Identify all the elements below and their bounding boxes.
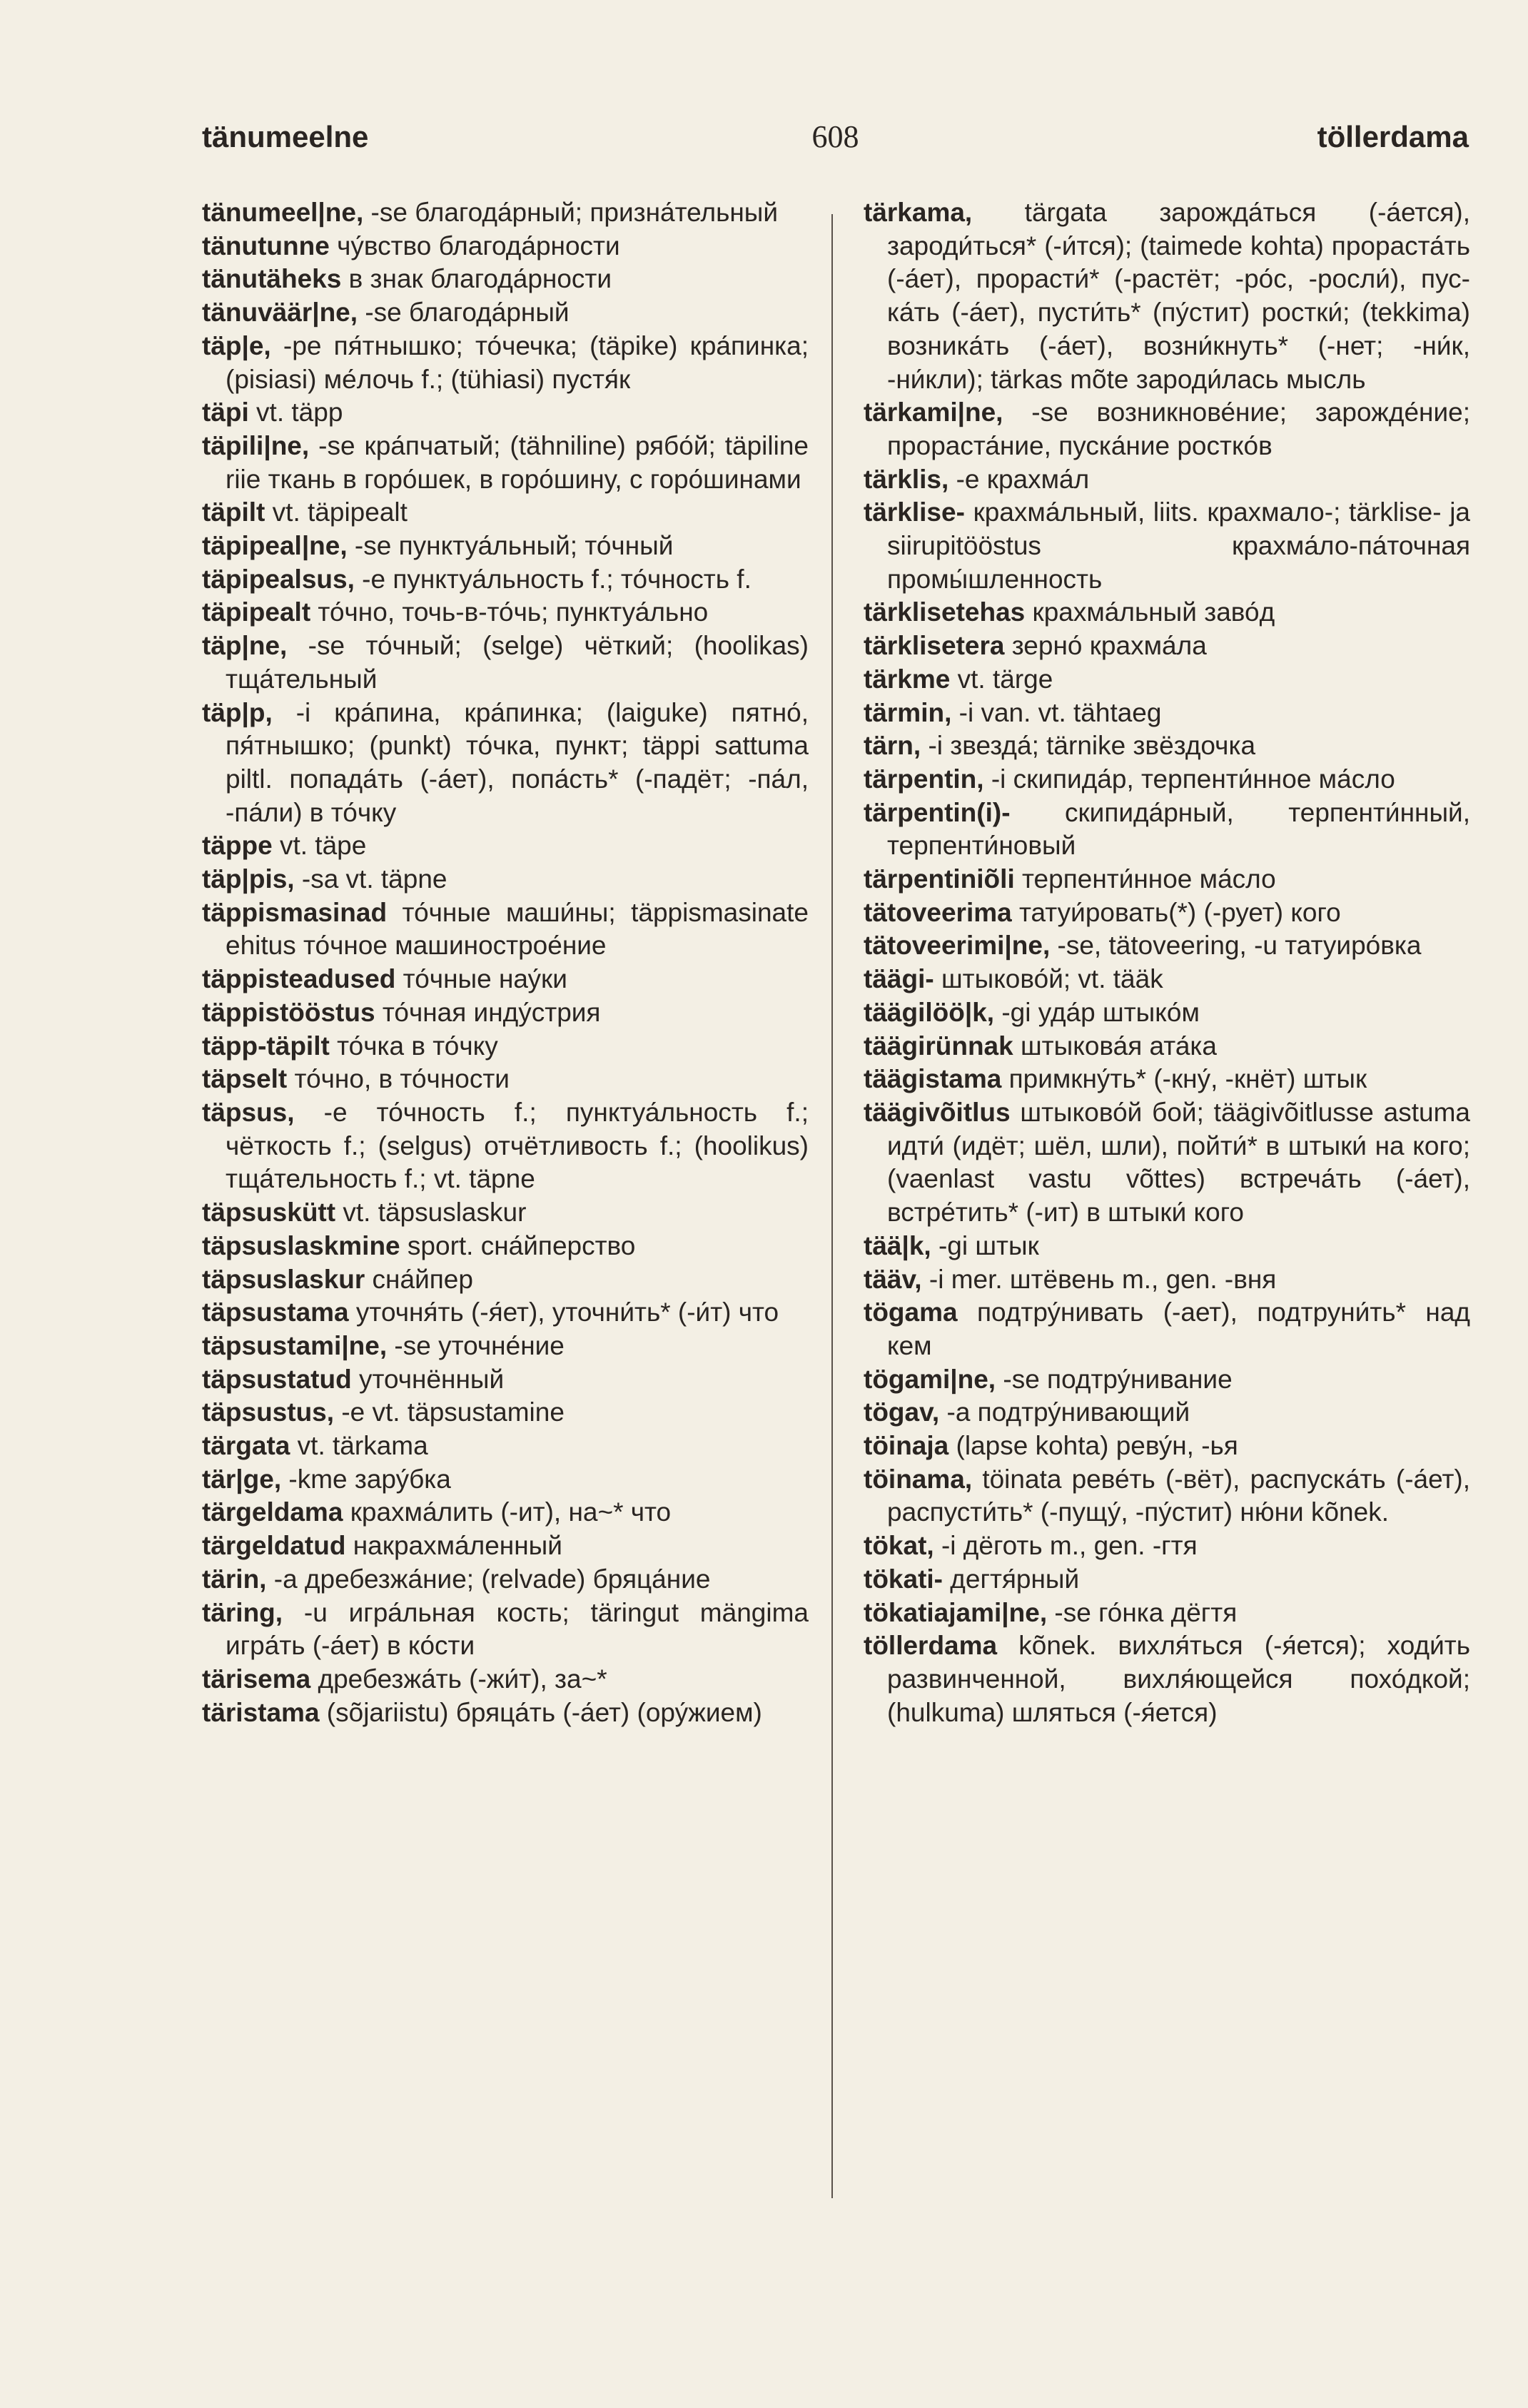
entry-headword: tärklisetera: [864, 631, 1005, 661]
entry-headword: täppisteadused: [202, 964, 396, 994]
dictionary-entry: [864, 463, 1470, 497]
dictionary-entry: [202, 196, 809, 230]
entry-headword: täpsus,: [202, 1097, 295, 1127]
entry-headword: täpsustami|ne,: [202, 1330, 388, 1360]
entry-headword: tänutunne: [202, 231, 330, 260]
dictionary-entry: [864, 1396, 1470, 1430]
dictionary-entry: [202, 1230, 809, 1263]
entry-definition: то́чная инду́стрия: [375, 997, 601, 1027]
entry-definition: уточня́ть (-я́ет), уточни́ть* (-и́т) что: [348, 1297, 779, 1327]
dictionary-entry: [202, 296, 809, 330]
dictionary-entry: [202, 1529, 809, 1563]
entry-headword: tär|ge,: [202, 1464, 282, 1494]
entry-headword: tärkme: [864, 664, 951, 694]
dictionary-entry: [202, 563, 809, 597]
entry-headword: tärkami|ne,: [864, 398, 1003, 428]
dictionary-entry: [864, 629, 1470, 663]
dictionary-entry: [202, 1196, 809, 1230]
dictionary-entry: [864, 1629, 1470, 1729]
dictionary-entry: [864, 697, 1470, 730]
dictionary-entry: [864, 896, 1470, 930]
entry-definition: дребезжа́ть (-жи́т), за~*: [310, 1664, 607, 1694]
entry-definition: vt. tärge: [950, 664, 1053, 694]
page-number: 608: [811, 119, 859, 154]
dictionary-entry: [202, 963, 809, 996]
entry-headword: tökati-: [864, 1564, 943, 1594]
entry-definition: -i дёготь m., gen. -гтя: [934, 1531, 1198, 1561]
dictionary-entry: [864, 663, 1470, 697]
entry-definition: -e то́чность f.; пунктуа́льность f.; чёткость f.; (selgus) отчётливость f.; (hoolikus) тща́тельность f.; vt. täpne: [226, 1097, 809, 1194]
dictionary-entry: [864, 1296, 1470, 1362]
entry-headword: täpsuslaskmine: [202, 1230, 400, 1260]
dictionary-column-right: [864, 196, 1470, 1729]
entry-headword: tänutäheks: [202, 264, 342, 294]
entry-headword: täpsuslaskur: [202, 1264, 365, 1294]
entry-definition: татуи́ровать(*) (-рует) кого: [1011, 897, 1341, 927]
dictionary-entry: [202, 1663, 809, 1696]
dictionary-entry: [202, 430, 809, 496]
entry-headword: tätoveerimi|ne,: [864, 931, 1051, 961]
entry-definition: терпенти́нное ма́сло: [1014, 864, 1276, 894]
dictionary-entry: [864, 729, 1470, 763]
entry-headword: täp|ne,: [202, 631, 288, 661]
entry-definition: накрахма́ленный: [345, 1531, 562, 1561]
column-divider: [831, 214, 833, 2198]
entry-headword: tärgeldama: [202, 1497, 343, 1527]
entry-definition: то́чные маши́ны; täppismasinate ehitus то́чное машинострое́ние: [226, 897, 809, 961]
entry-headword: täpilt: [202, 497, 265, 527]
entry-definition: скипида́рный, терпенти́нный, терпенти́новый: [887, 797, 1470, 861]
dictionary-entry: [202, 263, 809, 296]
entry-definition: крахма́льный заво́д: [1025, 597, 1275, 627]
entry-definition: уточнённый: [351, 1364, 505, 1394]
entry-definition: -se пунктуа́льный; то́чный: [347, 531, 674, 561]
entry-headword: tärpentin,: [864, 764, 984, 794]
entry-definition: крахма́лить (-ит), на~* что: [343, 1497, 672, 1527]
entry-definition: зерно́ крахма́ла: [1004, 631, 1207, 661]
entry-definition: -kme зару́бка: [281, 1464, 451, 1494]
dictionary-entry: [202, 697, 809, 830]
entry-definition: -se кра́пчатый; (tähniline) рябо́й; täpiline riie ткань в горо́шек, в горо́шину, с горо́шинами: [226, 430, 809, 494]
dictionary-entry: [864, 1230, 1470, 1263]
entry-headword: töinaja: [864, 1431, 949, 1461]
dictionary-entry: [864, 763, 1470, 796]
entry-headword: tögav,: [864, 1397, 940, 1427]
entry-definition: -se подтру́нивание: [996, 1364, 1233, 1394]
entry-definition: крахма́льный, liits. крахмало-; tärklise- ja siirupitööstus крахма́ло-па́точная промы́шленность: [887, 497, 1470, 594]
entry-definition: töinata реве́ть (-вёт), распуска́ть (-а́ет), распусти́ть* (-пущу́, -пу́стит) ню́ни kõnek.: [887, 1464, 1470, 1527]
entry-definition: -se благода́рный; призна́тельный: [363, 198, 779, 227]
entry-headword: täpsustus,: [202, 1397, 335, 1427]
dictionary-entry: [202, 496, 809, 530]
entry-headword: täpipealt: [202, 597, 311, 627]
entry-definition: (lapse kohta) реву́н, -ья: [948, 1431, 1238, 1461]
entry-headword: täpipeal|ne,: [202, 531, 348, 561]
entry-headword: tärkama,: [864, 198, 973, 227]
dictionary-entry: [202, 1430, 809, 1463]
entry-definition: в знак благода́рности: [341, 264, 612, 294]
dictionary-entry: [202, 1563, 809, 1597]
entry-headword: tärisema: [202, 1664, 311, 1694]
entry-definition: -se, tätoveering, -u татуиро́вка: [1050, 931, 1422, 961]
entry-definition: подтру́нивать (-ает), подтруни́ть* над кем: [887, 1297, 1470, 1360]
entry-headword: täpsustama: [202, 1297, 349, 1327]
entry-definition: sport. сна́йперство: [400, 1230, 636, 1260]
entry-definition: -se то́чный; (selge) чёткий; (hoolikas) тща́тельный: [226, 631, 809, 694]
entry-headword: tökatiajami|ne,: [864, 1597, 1048, 1627]
dictionary-entry: [202, 896, 809, 963]
entry-headword: tärn,: [864, 731, 921, 761]
entry-definition: штыково́й; vt. tääk: [934, 964, 1163, 994]
entry-headword: täägilöö|k,: [864, 997, 995, 1027]
dictionary-entry: [202, 1597, 809, 1663]
entry-definition: дегтя́рный: [943, 1564, 1080, 1594]
entry-definition: то́чно, точь-в-то́чь; пунктуа́льно: [310, 597, 709, 627]
entry-headword: täpipealsus,: [202, 564, 355, 594]
entry-headword: täristama: [202, 1697, 320, 1727]
dictionary-entry: [864, 996, 1470, 1030]
dictionary-entry: [202, 629, 809, 696]
entry-headword: täpsuskütt: [202, 1198, 336, 1228]
entry-definition: vt. täpsuslaskur: [335, 1198, 527, 1228]
entry-headword: töinama,: [864, 1464, 973, 1494]
entry-headword: tänuväär|ne,: [202, 298, 358, 328]
entry-definition: -se благода́рный: [358, 298, 570, 328]
entry-definition: то́чно, в то́чности: [287, 1064, 510, 1094]
entry-definition: сна́йпер: [365, 1264, 473, 1294]
dictionary-entry: [864, 1529, 1470, 1563]
dictionary-entry: [864, 1096, 1470, 1230]
entry-headword: tää|k,: [864, 1230, 931, 1260]
dictionary-entry: [202, 230, 809, 263]
entry-headword: täp|pis,: [202, 864, 295, 894]
entry-headword: täppistööstus: [202, 997, 375, 1027]
entry-headword: tärklise-: [864, 497, 965, 527]
entry-headword: tökat,: [864, 1531, 934, 1561]
entry-definition: -e крахма́л: [948, 464, 1090, 494]
page-header: [202, 116, 1469, 158]
dictionary-entry: [864, 863, 1470, 896]
entry-headword: täppe: [202, 831, 273, 861]
entry-headword: täägistama: [864, 1064, 1002, 1094]
dictionary-entry: [202, 1496, 809, 1529]
dictionary-entry: [202, 1696, 809, 1730]
entry-headword: tärin,: [202, 1564, 267, 1594]
entry-definition: примкну́ть* (-кну́, -кнёт) штык: [1001, 1064, 1367, 1094]
entry-headword: tärpentiniõli: [864, 864, 1015, 894]
entry-definition: tärgata зарожда́ться (-а́ется), зароди́ться* (-и́тся); (taimede kohta) прораста́ть (-а́ет), прорасти́* (-растёт; -ро́с, -росли́), пуска́ть (-а́ет), пусти́ть* (пу́стит) ростки́; (tekkima) возника́ть (-а́ет), возни́кнуть* (-нет; -ни́к, -ни́кли); tärkas mõte зароди́лась мысль: [887, 198, 1470, 394]
entry-headword: tärgeldatud: [202, 1531, 346, 1561]
dictionary-entry: [202, 863, 809, 896]
entry-definition: -e vt. täpsustamine: [334, 1397, 565, 1427]
entry-headword: täppismasinad: [202, 897, 388, 927]
entry-definition: -se уточне́ние: [387, 1330, 565, 1360]
entry-headword: tärgata: [202, 1431, 290, 1461]
entry-definition: -se го́нка дёгтя: [1047, 1597, 1238, 1627]
dictionary-entry: [202, 596, 809, 629]
entry-definition: -i van. vt. tähtaeg: [951, 697, 1162, 727]
dictionary-entry: [864, 1430, 1470, 1463]
entry-headword: täpili|ne,: [202, 430, 310, 460]
entry-headword: täpp-täpilt: [202, 1031, 330, 1061]
entry-definition: -sa vt. täpne: [294, 864, 447, 894]
entry-definition: -gi уда́р штыко́м: [994, 997, 1200, 1027]
entry-headword: täp|p,: [202, 697, 273, 727]
dictionary-entry: [864, 596, 1470, 629]
entry-definition: vt. tärkama: [290, 1431, 428, 1461]
entry-headword: tögama: [864, 1297, 958, 1327]
entry-headword: tärklisetehas: [864, 597, 1026, 627]
dictionary-entry: [864, 963, 1470, 996]
entry-headword: täägi-: [864, 964, 934, 994]
dictionary-entry: [202, 1030, 809, 1063]
dictionary-entry: [864, 1463, 1470, 1529]
entry-headword: täägirünnak: [864, 1031, 1013, 1061]
dictionary-entry: [864, 929, 1470, 963]
dictionary-entry: [202, 1396, 809, 1430]
entry-definition: то́чные нау́ки: [395, 964, 567, 994]
entry-definition: kõnek. вихля́ться (-я́ется); ходи́ть развинченной, вихля́ющейся похо́дкой; (hulkuma) шляться (-я́ется): [887, 1631, 1470, 1727]
entry-headword: tärmin,: [864, 697, 952, 727]
entry-definition: -pe пя́тнышко; то́чечка; (täpike) кра́пинка; (pisiasi) ме́лочь f.; (tühiasi) пустя́к: [226, 330, 809, 394]
dictionary-entry: [202, 1263, 809, 1297]
entry-definition: чу́вство благода́рности: [329, 231, 620, 260]
entry-definition: штыкова́я ата́ка: [1013, 1031, 1217, 1061]
dictionary-entry: [864, 1363, 1470, 1397]
dictionary-entry: [864, 796, 1470, 863]
entry-headword: tätoveerima: [864, 897, 1012, 927]
guide-word-left: tänumeelne: [202, 120, 369, 153]
dictionary-entry: [202, 1330, 809, 1363]
entry-definition: -i mer. штёвень m., gen. -вня: [921, 1264, 1277, 1294]
entry-headword: täpi: [202, 398, 249, 428]
dictionary-entry: [864, 1563, 1470, 1597]
dictionary-entry: [864, 396, 1470, 462]
dictionary-entry: [864, 496, 1470, 596]
entry-definition: -i кра́пина, кра́пинка; (laiguke) пятно́, пя́тнышко; (punkt) то́чка, пункт; täppi sattuma piltl. попада́ть (-а́ет), попа́сть* (-падёт; -па́л, -па́ли) в то́чку: [226, 697, 809, 827]
dictionary-entry: [202, 330, 809, 396]
entry-headword: tärpentin(i)-: [864, 797, 1011, 827]
dictionary-entry: [202, 1463, 809, 1497]
entry-definition: то́чка в то́чку: [329, 1031, 498, 1061]
entry-headword: täägivõitlus: [864, 1097, 1011, 1127]
entry-definition: -i звезда́; tärnike звёздочка: [921, 731, 1256, 761]
entry-definition: -u игра́льная кость; täringut mängima игра́ть (-а́ет) в ко́сти: [226, 1597, 809, 1661]
guide-word-right: töllerdama: [1317, 120, 1469, 153]
entry-definition: (sõjariistu) бряца́ть (-а́ет) (ору́жием): [319, 1697, 762, 1727]
entry-headword: täring,: [202, 1597, 283, 1627]
entry-definition: -a дребезжа́ние; (relvade) бряца́ние: [266, 1564, 711, 1594]
entry-headword: tögami|ne,: [864, 1364, 996, 1394]
entry-headword: tääv,: [864, 1264, 922, 1294]
dictionary-entry: [202, 996, 809, 1030]
entry-definition: vt. täpipealt: [265, 497, 408, 527]
dictionary-column-left: [202, 196, 809, 1729]
dictionary-entry: [202, 530, 809, 563]
entry-definition: vt. täpp: [248, 398, 343, 428]
dictionary-entry: [864, 1030, 1470, 1063]
entry-headword: tänumeel|ne,: [202, 198, 364, 227]
entry-headword: töllerdama: [864, 1631, 998, 1661]
dictionary-entry: [202, 1296, 809, 1330]
dictionary-entry: [202, 1063, 809, 1096]
entry-definition: -gi штык: [931, 1230, 1039, 1260]
dictionary-entry: [864, 196, 1470, 396]
entry-definition: -se возникнове́ние; зарожде́ние; прораста́ние, пуска́ние ростко́в: [887, 398, 1470, 460]
dictionary-entry: [864, 1063, 1470, 1096]
dictionary-entry: [202, 1363, 809, 1397]
entry-definition: -i скипида́р, терпенти́нное ма́сло: [983, 764, 1395, 794]
entry-definition: vt. täpe: [272, 831, 367, 861]
dictionary-entry: [202, 829, 809, 863]
entry-headword: täpsustatud: [202, 1364, 352, 1394]
entry-definition: -a подтру́нивающий: [939, 1397, 1190, 1427]
entry-headword: täpselt: [202, 1064, 288, 1094]
entry-definition: штыково́й бой; täägivõitlusse astuma идти́ (идёт; шёл, шли), пойти́* в штыки́ на кого; (vaenlast vastu võttes) встреча́ть (-а́ет), встре́тить* (-ит) в штыки́ кого: [887, 1097, 1470, 1228]
entry-definition: -e пунктуа́льность f.; то́чность f.: [354, 564, 752, 594]
dictionary-entry: [864, 1597, 1470, 1630]
dictionary-entry: [202, 396, 809, 430]
entry-headword: tärklis,: [864, 464, 949, 494]
dictionary-entry: [202, 1096, 809, 1196]
entry-headword: täp|e,: [202, 330, 271, 360]
dictionary-entry: [864, 1263, 1470, 1297]
